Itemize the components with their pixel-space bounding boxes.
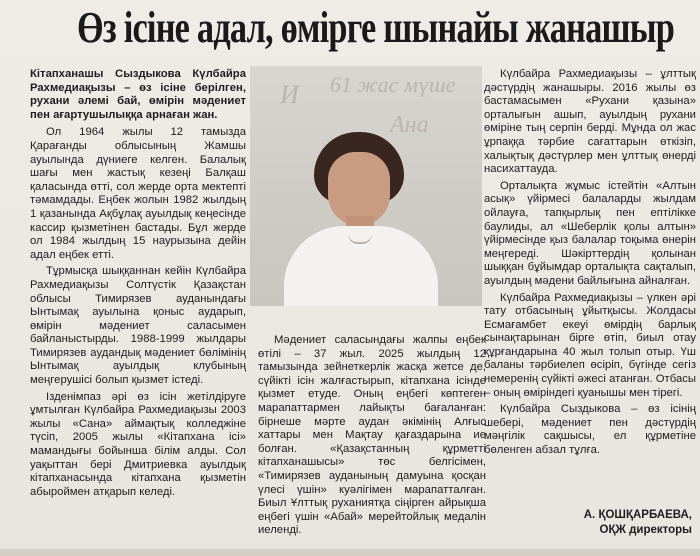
article-column-1: [30, 68, 246, 502]
paragraph: Мәдениет саласындағы жалпы еңбек өтілі – 37 жыл. 2025 жылдың 12 тамызында зейнеткерлік жасқа жетсе де, сүйікті ісін жалғастырып, кітапхана ісінде қызмет етуде. Оның еңбегі көптеген марапаттармен лайықты бағаланған: бірнеше мәрте аудан әкімінің Алғыс хаттары мен Мақтау қағаздарына ие болған. «Қазақстанның құрметті кітапханашысы» төс белгісімен, «Тимирязев ауданының дамуына қосқан үлесі үшін» куәлігімен марапатталған. Биыл Ұлттық руханиятқа сіңірген айрықша еңбегі үшін «Абай» мерейтойлық медалін иеленді.: [258, 334, 486, 537]
page-bottom-edge: [0, 549, 700, 556]
article-column-3: [484, 68, 696, 461]
poster-text: Ана: [390, 112, 429, 138]
paragraph: Күлбайра Рахмедиақызы – ұлттық дәстүрдің жанашыры. 2016 жылы өз бастамасымен «Рухани қазына» орталығын ашып, ауылдың рухани өміріне тың серпін берді. Мұнда ол жас ұрпаққа тәрбие сағаттарын өткізіп, халықтық дәстүрлер мен ұлттық өнерді насихаттауда.: [484, 68, 696, 176]
paragraph: Күлбайра Сыздыкова – өз ісінің шебері, мәдениет пен дәстүрдің мәңгілік сақшысы, ел құрметіне бөленген абзал тұлға.: [484, 403, 696, 457]
paragraph: Күлбайра Рахмедиақызы – үлкен әрі тату отбасының ұйытқысы. Жолдасы Есмағамбет екеуі өмірдің барлық сынақтарынан бірге өтіп, биыл отау құрғандарына 40 жыл толып отыр. Үш баланы тәрбиелеп өсіріп, бүгінде сегіз немеренің сүйікті әжесі атанған. Отбасы – оның өміріндегі қуанышы мен тірегі.: [484, 291, 696, 399]
portrait-photo: [250, 66, 482, 306]
article-headline: Өз ісіне адал, өмірге шынайы жанашыр: [77, 3, 675, 52]
paragraph: Тұрмысқа шыққаннан кейін Күлбайра Рахмедиақызы Солтүстік Қазақстан облысы Тимирязев ауданындағы Ынтымақ ауылына қоныс аударып, өмірін мәдениет саласымен байланыстырды. 1988-1999 жылдары Тимирязев аудандық мәдениет бөлімінің Ынтымақ ауылдық клубының меңгерушісі болып қызмет істеді.: [30, 265, 246, 387]
portrait-face: [328, 152, 390, 226]
poster-text: 61 жас мүше: [330, 72, 456, 97]
author-name: А. ҚОШҚАРБАЕВА,: [583, 509, 692, 521]
article-lead: Кітапханашы Сыздыкова Күлбайра Рахмедиақызы – өз ісіне берілген, рухани әлемі бай, өмірін мәдениет пен ағартушылыққа арнаған жан.: [30, 68, 246, 121]
author-signature: [520, 508, 692, 538]
paragraph: Ол 1964 жылы 12 тамызда Қарағанды облысының Жамшы ауылында дүниеге келген. Балалық шағы мен жастық кезеңі Балқаш қаласында өтті, сол жерде орта мектепті тәмамдады. Еңбек жолын 1982 жылдың 1 қазанында Ақбұлақ ауылдық кеңесінде кассир қызметінен бастады. Бұл жерде ол 1984 жылдың 15 наурызына дейін адал еңбек етті.: [30, 126, 246, 261]
paragraph: Орталықта жұмыс істейтін «Алтын асық» үйірмесі балаларды жылдам ойлауға, тапқырлық пен ептілікке баулиды, ал «Шеберлік қолы алтын» үйірмесінде қыз балалар тоқыма өнерін меңгереді. Шәкірттердің қолынан шыққан бұйымдар орталықта сақталып, ауылдың мәдени байлығына айналған.: [484, 179, 696, 287]
poster-text: И: [280, 80, 299, 109]
paragraph: Ізденімпаз әрі өз ісін жетілдіруге ұмтылған Күлбайра Рахмедиақызы 2003 жылы «Сана» аймақтық колледжіне түсіп, 2005 жылы «Кітапхана ісі» мамандығы бойынша білім алды. Сол уақыттан бері Дмитриевка ауылдық кітапханасында кітапхана қызметін абыроймен атқарып келеді.: [30, 390, 246, 498]
article-column-2: [258, 334, 486, 541]
author-title: ОҚЖ директоры: [599, 524, 692, 536]
